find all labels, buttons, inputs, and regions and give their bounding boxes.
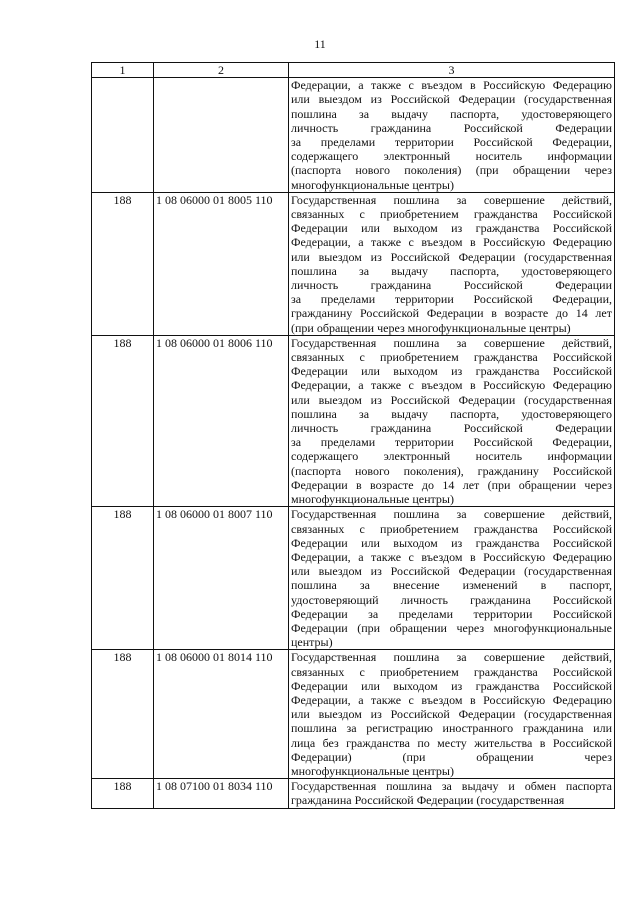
budget-code-cell: 1 08 06000 01 8005 110: [154, 192, 289, 335]
description-line: многофункциональные центры): [291, 492, 454, 507]
admin-code-cell: 188: [92, 507, 154, 650]
description-line: за пределами территории Российской Федерации,: [291, 292, 612, 307]
description-line: связанных с приобретением гражданства Российской: [291, 521, 612, 536]
description-cell: [289, 335, 615, 506]
description-line: или выездом из Российской Федерации (государственная: [291, 564, 612, 579]
admin-code-cell: 188: [92, 335, 154, 506]
description-line: Государственная пошлина за совершение действий,: [291, 507, 612, 522]
description-line: за пределами территории Российской Федерации,: [291, 135, 612, 150]
description-line: связанных с приобретением гражданства Российской: [291, 664, 612, 679]
description-line: Федерации) (при обращении через: [291, 749, 612, 764]
description-line: пошлина за выдачу паспорта, удостоверяющего: [291, 106, 612, 121]
description-line: Федерации, а также с въездом в Российскую Федерацию: [291, 378, 612, 393]
description-line: содержащего электронный носитель информации: [291, 149, 612, 164]
description-line: связанных с приобретением гражданства Российской: [291, 350, 612, 365]
description-line: Федерации (при обращении через многофункциональные: [291, 620, 612, 635]
column-header-2: 2: [154, 63, 289, 78]
description-line: содержащего электронный носитель информации: [291, 449, 612, 464]
description-line: связанных с приобретением гражданства Российской: [291, 207, 612, 222]
description-line: гражданину Российской Федерации в возрасте до 14 лет: [291, 306, 612, 321]
description-line: Федерации или выходом из гражданства Российской: [291, 364, 612, 379]
description-line: Государственная пошлина за совершение действий,: [291, 192, 612, 207]
description-line: Федерации, а также с въездом в Российскую Федерацию: [291, 235, 612, 250]
table-row: [92, 192, 615, 335]
revenue-code-table: [91, 62, 615, 809]
description-line: пошлина за выдачу паспорта, удостоверяющего: [291, 406, 612, 421]
description-line: пошлина за выдачу паспорта, удостоверяющего: [291, 263, 612, 278]
description-line: (паспорта нового поколения) (при обращении через: [291, 163, 612, 178]
column-header-3: 3: [289, 63, 615, 78]
description-line: личность гражданина Российской Федерации: [291, 120, 612, 135]
description-line: Государственная пошлина за совершение действий,: [291, 335, 612, 350]
description-line: или выездом из Российской Федерации (государственная: [291, 707, 612, 722]
description-line: удостоверяющий личность гражданина Российской: [291, 592, 612, 607]
table-row: [92, 650, 615, 779]
description-line: или выездом из Российской Федерации (государственная: [291, 392, 612, 407]
description-cell: [289, 650, 615, 779]
budget-code-cell: 1 08 06000 01 8006 110: [154, 335, 289, 506]
description-line: Государственная пошлина за совершение действий,: [291, 650, 612, 665]
description-cell: [289, 507, 615, 650]
description-line: личность гражданина Российской Федерации: [291, 278, 612, 293]
description-line: Федерации или выходом из гражданства Российской: [291, 535, 612, 550]
budget-code-cell: 1 08 07100 01 8034 110: [154, 779, 289, 808]
budget-code-cell: 1 08 06000 01 8014 110: [154, 650, 289, 779]
page-number: 11: [314, 37, 326, 51]
description-line: гражданина Российской Федерации (государственная: [291, 793, 565, 808]
description-line: Федерации, а также с въездом в Российскую Федерацию: [291, 78, 612, 93]
description-line: Федерации или выходом из гражданства Российской: [291, 678, 612, 693]
budget-code-cell: 1 08 06000 01 8007 110: [154, 507, 289, 650]
description-line: Федерации за пределами территории Российской: [291, 606, 612, 621]
description-line: Федерации в возрасте до 14 лет (при обращении через: [291, 477, 612, 492]
admin-code-cell: 188: [92, 650, 154, 779]
admin-code-cell: 188: [92, 779, 154, 808]
description-line: или выездом из Российской Федерации (государственная: [291, 249, 612, 264]
description-line: или выездом из Российской Федерации (государственная: [291, 92, 612, 107]
budget-code-cell: [154, 78, 289, 193]
description-cell: [289, 779, 615, 808]
description-line: пошлина за регистрацию иностранного гражданина или: [291, 721, 612, 736]
description-line: Федерации или выходом из гражданства Российской: [291, 221, 612, 236]
description-line: Федерации, а также с въездом в Российскую Федерацию: [291, 692, 612, 707]
description-line: Федерации, а также с въездом в Российскую Федерацию: [291, 549, 612, 564]
table-row: [92, 507, 615, 650]
table-row: [92, 335, 615, 506]
description-line: многофункциональные центры): [291, 177, 454, 192]
description-cell: [289, 78, 615, 193]
description-line: центры): [291, 635, 333, 650]
description-line: (при обращении через многофункциональные центры): [291, 320, 571, 335]
description-cell: [289, 192, 615, 335]
description-line: личность гражданина Российской Федерации: [291, 421, 612, 436]
table-row: [92, 78, 615, 193]
description-line: пошлина за внесение изменений в паспорт,: [291, 578, 612, 593]
description-line: лица без гражданства по месту жительства в Российской: [291, 735, 612, 750]
admin-code-cell: 188: [92, 192, 154, 335]
description-line: за пределами территории Российской Федерации,: [291, 435, 612, 450]
description-line: многофункциональные центры): [291, 763, 454, 778]
table-header-row: [92, 63, 615, 78]
admin-code-cell: [92, 78, 154, 193]
column-header-1: 1: [92, 63, 154, 78]
description-line: (паспорта нового поколения), гражданину Российской: [291, 463, 612, 478]
table-row: [92, 779, 615, 808]
description-line: Государственная пошлина за выдачу и обмен паспорта: [291, 779, 612, 794]
